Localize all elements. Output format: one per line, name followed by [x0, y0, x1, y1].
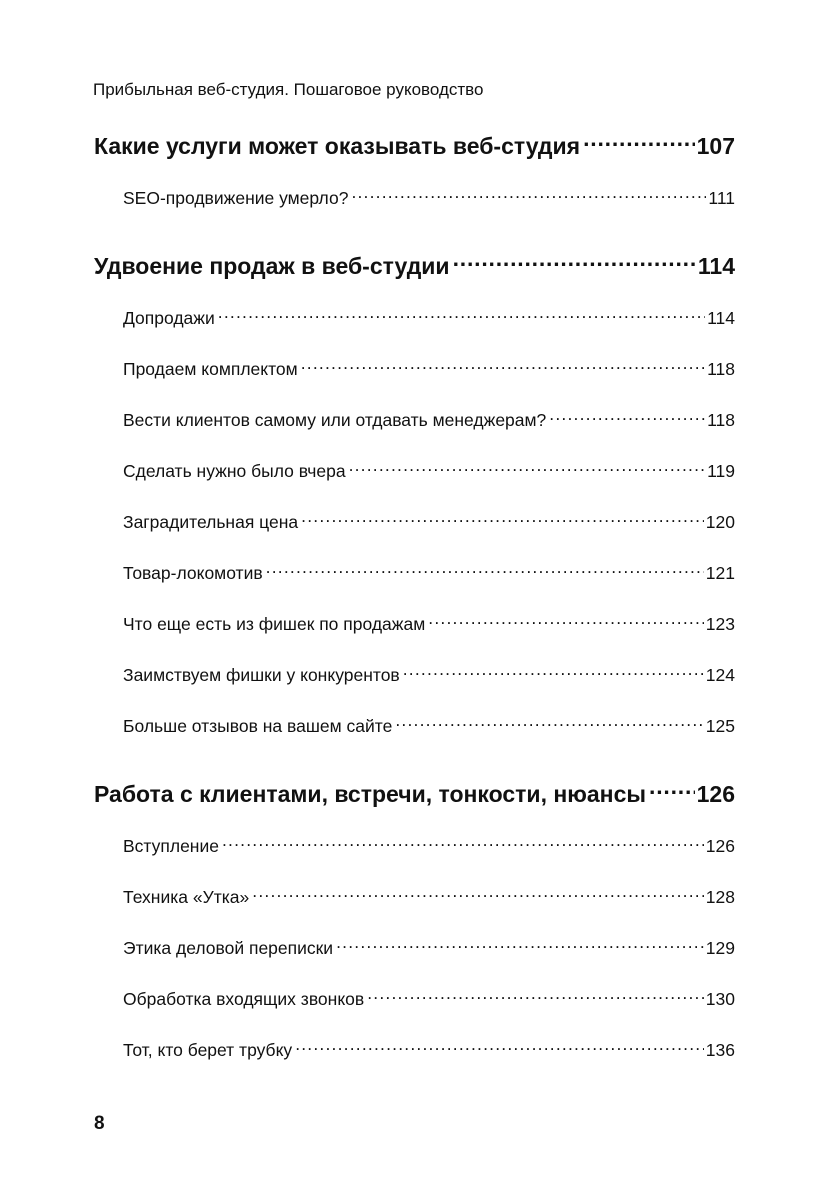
toc-section-title: Вести клиентов самому или отдавать менеджерам?	[123, 409, 547, 430]
toc-section-page: 129	[705, 937, 735, 958]
toc-chapter-title: Какие услуги может оказывать веб-студия	[94, 133, 581, 159]
toc-dot-leader	[301, 357, 705, 375]
toc-chapter	[94, 131, 735, 160]
toc-section	[123, 510, 735, 533]
toc-chapter-page: 126	[696, 781, 735, 807]
toc-section-page: 118	[707, 409, 735, 430]
toc-dot-leader	[549, 408, 705, 426]
toc-section	[123, 987, 735, 1010]
toc-section-title: Обработка входящих звонков	[123, 988, 365, 1009]
toc-section-title: Вступление	[123, 835, 219, 856]
toc-dot-leader	[336, 936, 704, 954]
toc-section	[123, 306, 735, 329]
toc-section	[123, 186, 735, 209]
toc-chapter	[94, 779, 735, 808]
toc-section-page: 128	[705, 886, 735, 907]
toc-section	[123, 408, 735, 431]
toc-dot-leader	[351, 186, 706, 204]
toc-chapter	[94, 251, 735, 280]
toc-section-title: Допродажи	[123, 307, 215, 328]
toc-dot-leader	[453, 251, 696, 274]
toc-section-title: Сделать нужно было вчера	[123, 460, 346, 481]
toc-section-title: Товар-локомотив	[123, 562, 263, 583]
toc-dot-leader	[403, 663, 704, 681]
toc-section	[123, 936, 735, 959]
toc-dot-leader	[266, 561, 704, 579]
toc-section	[123, 834, 735, 857]
toc-section-title: Техника «Утка»	[123, 886, 250, 907]
toc-section-page: 124	[705, 664, 735, 685]
toc-chapter-title: Работа с клиентами, встречи, тонкости, нюансы	[94, 781, 646, 807]
toc-chapter-title: Удвоение продаж в веб-студии	[94, 253, 450, 279]
page-number: 8	[94, 1113, 105, 1134]
toc-dot-leader	[301, 510, 704, 528]
toc-section-page: 123	[705, 613, 735, 634]
toc-section	[123, 1038, 735, 1061]
toc-dot-leader	[349, 459, 706, 477]
toc-section-title: Заимствуем фишки у конкурентов	[123, 664, 400, 685]
toc-section-page: 111	[708, 187, 735, 208]
toc-section-page: 130	[705, 988, 735, 1009]
toc-section-title: Тот, кто берет трубку	[123, 1039, 293, 1060]
toc-section-page: 126	[705, 835, 735, 856]
toc-section-title: Заградительная цена	[123, 511, 299, 532]
toc-section	[123, 459, 735, 482]
toc-section	[123, 885, 735, 908]
toc-dot-leader	[222, 834, 704, 852]
toc-section-title: Этика деловой переписки	[123, 937, 334, 958]
toc-chapter-page: 114	[697, 253, 735, 279]
toc-section-page: 121	[705, 562, 735, 583]
toc-dot-leader	[428, 612, 704, 630]
toc-section-page: 118	[707, 358, 735, 379]
toc-section-title: Больше отзывов на вашем сайте	[123, 715, 393, 736]
toc-section	[123, 357, 735, 380]
toc-dot-leader	[252, 885, 704, 903]
toc-section-page: 120	[705, 511, 735, 532]
toc-section	[123, 612, 735, 635]
toc-dot-leader	[395, 714, 703, 732]
toc-section	[123, 561, 735, 584]
toc-dot-leader	[649, 779, 695, 802]
toc-dot-leader	[218, 306, 705, 324]
toc-section-page: 136	[705, 1039, 735, 1060]
toc-section-page: 114	[707, 307, 735, 328]
toc-section-title: SEO-продвижение умерло?	[123, 187, 349, 208]
toc-section-title: Продаем комплектом	[123, 358, 298, 379]
toc-dot-leader	[367, 987, 704, 1005]
running-header: Прибыльная веб-студия. Пошаговое руководство	[93, 80, 484, 99]
toc-dot-leader	[583, 131, 695, 154]
toc-chapter-page: 107	[696, 133, 735, 159]
toc-section-page: 125	[705, 715, 735, 736]
toc-section-title: Что еще есть из фишек по продажам	[123, 613, 426, 634]
toc-section	[123, 714, 735, 737]
toc-section-page: 119	[707, 460, 735, 481]
toc-section	[123, 663, 735, 686]
toc-dot-leader	[295, 1038, 704, 1056]
